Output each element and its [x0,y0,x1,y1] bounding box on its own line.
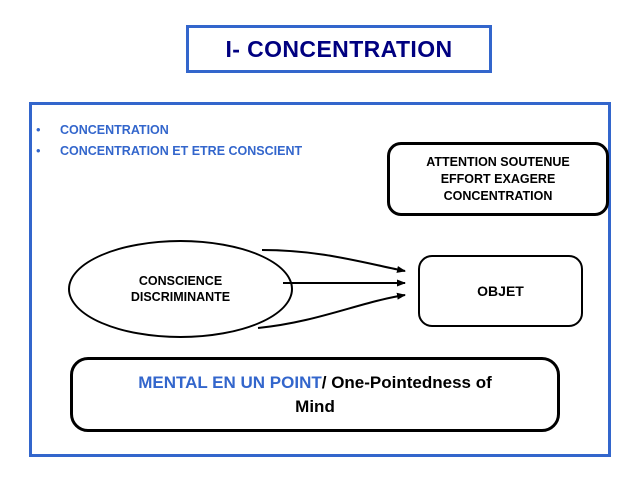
mental-block [70,357,560,432]
page-title: I- CONCENTRATION [225,35,453,62]
mental-line-1 [138,371,492,395]
bullet-label: CONCENTRATION ET ETRE CONSCIENT [60,144,303,158]
bullet-list [36,122,386,164]
conscience-line-2: DISCRIMINANTE [130,290,231,304]
bullet-marker-icon: • [36,143,41,158]
list-item [36,143,386,159]
bullet-marker-icon: • [36,122,41,137]
mental-highlight: MENTAL EN UN POINT [138,372,322,392]
title-box [186,25,492,73]
objet-label: OBJET [477,283,524,299]
bullet-label: CONCENTRATION [60,123,169,137]
conscience-line-1: CONSCIENCE [138,274,223,288]
objet-block [418,255,583,327]
attention-line-3: CONCENTRATION [443,188,553,203]
attention-line-1: ATTENTION SOUTENUE [426,154,570,169]
mental-line-2: Mind [295,396,335,416]
list-item [36,122,386,138]
attention-line-2: EFFORT EXAGERE [440,171,556,186]
conscience-ellipse [68,240,293,338]
attention-block [387,142,609,216]
mental-rest: / One-Pointedness of [321,372,492,392]
